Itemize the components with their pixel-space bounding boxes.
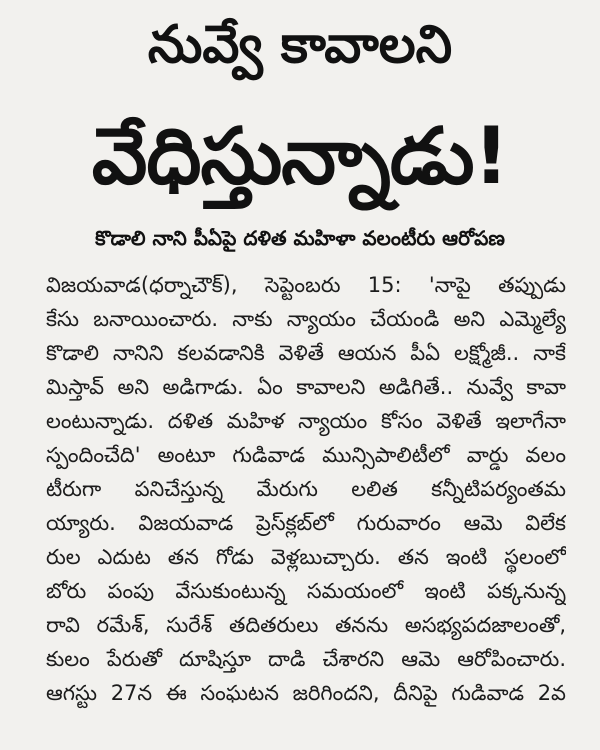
subheadline: కొడాలి నాని పీఏపై దళిత మహిళా వలంటీరు ఆరోపణ (95, 226, 505, 250)
body-line: స్పందించేది' అంటూ గుడివాడ మున్సిపాలిటీలో వార్డు వలం (46, 443, 566, 467)
body-line: ఆగస్టు 27న ఈ సంఘటన జరిగిందని, దీనిపై గుడివాడ 2వ (46, 681, 566, 705)
body-line: కులం పేరుతో దూషిస్తూ దాడి చేశారని ఆమె ఆరోపించారు. (46, 647, 566, 671)
body-line: రుల ఎదుట తన గోడు వెళ్లబుచ్చారు. తన ఇంటి స్థలంలో (46, 545, 566, 569)
body-line: బోరు పంపు వేసుకుంటున్న సమయంలో ఇంటి పక్కనున్న (46, 579, 566, 603)
headline-line-2: వేధిస్తున్నాడు! (91, 112, 509, 202)
body-line: టీరుగా పనిచేస్తున్న మేరుగు లలిత కన్నీటిపర్యంతమ (46, 477, 566, 501)
headline-line-1: నువ్వే కావాలని (147, 15, 453, 75)
body-line: విజయవాడ(ధర్నాచౌక్), సెప్టెంబరు 15: 'నాపై తప్పుడు (46, 273, 566, 297)
article-body (46, 268, 566, 710)
body-line: మిస్తావ్ అని అడిగాడు. ఏం కావాలని అడిగితే.. నువ్వే కావా (46, 375, 566, 399)
body-line: రావి రమేశ్, సురేశ్ తదితరులు తనను అసభ్యపదజాలంతో, (46, 613, 566, 637)
body-line: లంటున్నాడు. దళిత మహిళ న్యాయం కోసం వెళితే ఇలాగేనా (46, 409, 566, 433)
body-line: కేసు బనాయించారు. నాకు న్యాయం చేయండి అని ఎమ్మెల్యే (46, 307, 566, 331)
body-line: కొడాలి నానిని కలవడానికి వెళితే ఆయన పీఏ లక్ష్మోజీ.. నాకే (46, 341, 566, 365)
body-line: య్యారు. విజయవాడ ప్రెస్‌క్లబ్‌లో గురువారం ఆమె విలేక (46, 511, 566, 535)
